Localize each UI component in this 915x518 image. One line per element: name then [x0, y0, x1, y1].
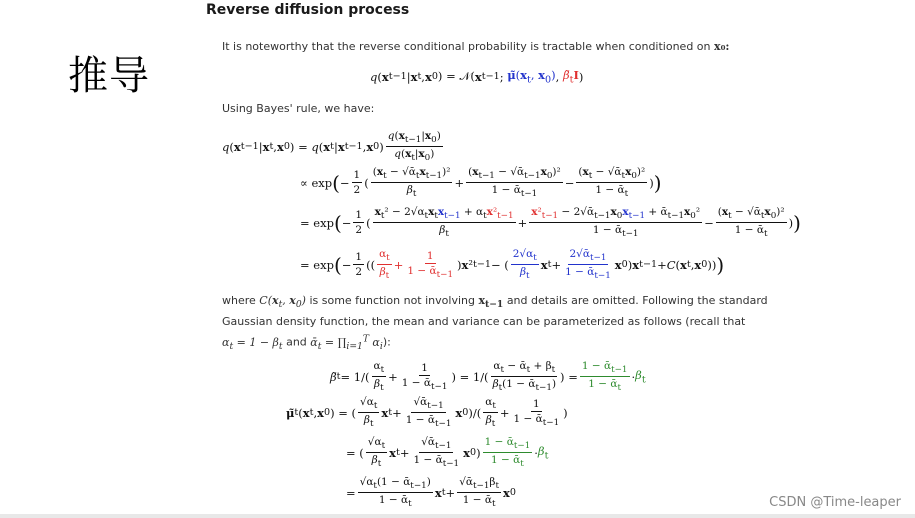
watermark: CSDN @Time-leaper [769, 495, 901, 510]
equation-bayes-line-2: ∝ exp ( − $\frac{1}{2}$ ( $\frac{(x_t - √ᾱ_tx_{t-1})^2}{\beta_t}$ + $\frac{(x_{t-1} - √ᾱ_{t-1}x_0)^2}{1 - ᾱ_{t-1}}$ − $\frac{(x_t - √ᾱ_tx_0)^2}{1 - ᾱ_t}$ ) ) [300, 166, 662, 200]
where-text-3: and details are omitted. Following the standard [506, 294, 768, 307]
where-text-2: is some function not involving [309, 294, 475, 307]
equation-bayes-line-1: q ( x t−1 | x t , x 0 ) = q ( x t | x t−1 , x 0 ) $\frac{q(x_{t-1}|x_0)}{q(x_t|x_0)}$ [222, 130, 441, 164]
equation-mean-line-3: = $\frac{√\alpha_t(1 - ᾱ_{t-1})}{1 - ᾱ_t}$ x t + $\frac{√ᾱ_{t-1}\beta_t}{1 - ᾱ_t}$ x 0 [346, 476, 516, 510]
where-text-1: where [222, 294, 256, 307]
equation-reverse-conditional: q ( x t−1 | x t , x 0 ) = 𝒩( x t−1 ; $\mũ(x_t$, $x_0$) , $\betã_tI$ ) [370, 68, 584, 86]
where-alpha-def: $\alpha_t = 1 - \beta_t$ [222, 335, 283, 353]
where-alphabar-def: ᾱ$_t$ = $\prod_{i=1}^T$ $\alpha_i$ [310, 333, 383, 353]
where-text-5: and [286, 335, 307, 349]
where-paragraph: where $C(x_t$, $x_0$) is some function not involving $x_{t-1}$ and details are omitted. Following the standard Gaussian density function, the mean and variance can be parameterized as follows (recall that $\alpha_t = 1 - \beta_t$ and ᾱ$_t$ = $\prod_{i=1}^T$ $\alpha_i$): [222, 294, 768, 353]
side-label: 推导 [68, 53, 150, 99]
where-var: $x_{t-1}$ [478, 294, 504, 311]
equation-mean-line-1: μ̃ t ( x t , x 0 ) = ( $\frac{√\alpha_t}{\beta_t}$ x t + $\frac{√ᾱ_{t-1}}{1 - ᾱ_{t-1}}$ x 0 )/( $\frac{\alpha_t}{\beta_t}$ + $\frac{1}{1 - ᾱ_{t-1}}$ ) [286, 396, 568, 430]
bayes-text: Using Bayes' rule, we have: [222, 102, 375, 115]
intro-var: x₀: [714, 40, 730, 53]
equation-bayes-line-3: = exp ( − $\frac{1}{2}$ ( $\frac{x_t^2 - 2√\alpha_tx_tx_{t-1} + \alpha_tx^2_{t-1}}{\beta_t}$ + $\frac{x^2_{t-1} - 2√ᾱ_{t-1}x_0x_{t-1} + ᾱ_{t-1}x_0^2}{1 - ᾱ_{t-1}}$ − $\frac{(x_t - √ᾱ_tx_0)^2}{1 - ᾱ_t}$ ) ) [300, 206, 801, 240]
equation-bayes-line-4: = exp ( − $\frac{1}{2}$ (( $\frac{\alpha_t}{\beta_t}$ + $\frac{1}{1 - ᾱ_{t-1}}$ ) x ² t−1 − ( $\frac{2√\alpha_t}{\beta_t}$ x t + $\frac{2√ᾱ_{t-1}}{1 - ᾱ_{t-1}}$ x 0 ) x t−1 + C ( x t , x 0 )) ) [300, 248, 725, 282]
bottom-divider [0, 514, 915, 518]
where-text-4: Gaussian density function, the mean and variance can be parameterized as follows (recall that [222, 315, 746, 329]
equation-mean-line-2: = ( $\frac{√\alpha_t}{\beta_t}$ x t + $\frac{√ᾱ_{t-1}}{1 - ᾱ_{t-1}}$ x 0 ) $\frac{1 - ᾱ_{t-1}}{1 - ᾱ_t}$ · $\beta_t$ [346, 436, 549, 470]
page-title: Reverse diffusion process [206, 2, 410, 18]
intro-paragraph [222, 38, 742, 55]
intro-text: It is noteworthy that the reverse conditional probability is tractable when conditioned on [222, 40, 711, 53]
equation-variance: β̃ t = 1/( $\frac{\alpha_t}{\beta_t}$ + $\frac{1}{1 - ᾱ_{t-1}}$ ) = 1/( $\frac{\alpha_t - ᾱ_t + \beta_t}{\beta_t(1 - ᾱ_{t-1})}$ ) = $\frac{1 - ᾱ_{t-1}}{1 - ᾱ_t}$ · $\beta_t$ [330, 360, 646, 394]
where-func: $C(x_t$, $x_0$) [259, 294, 306, 311]
